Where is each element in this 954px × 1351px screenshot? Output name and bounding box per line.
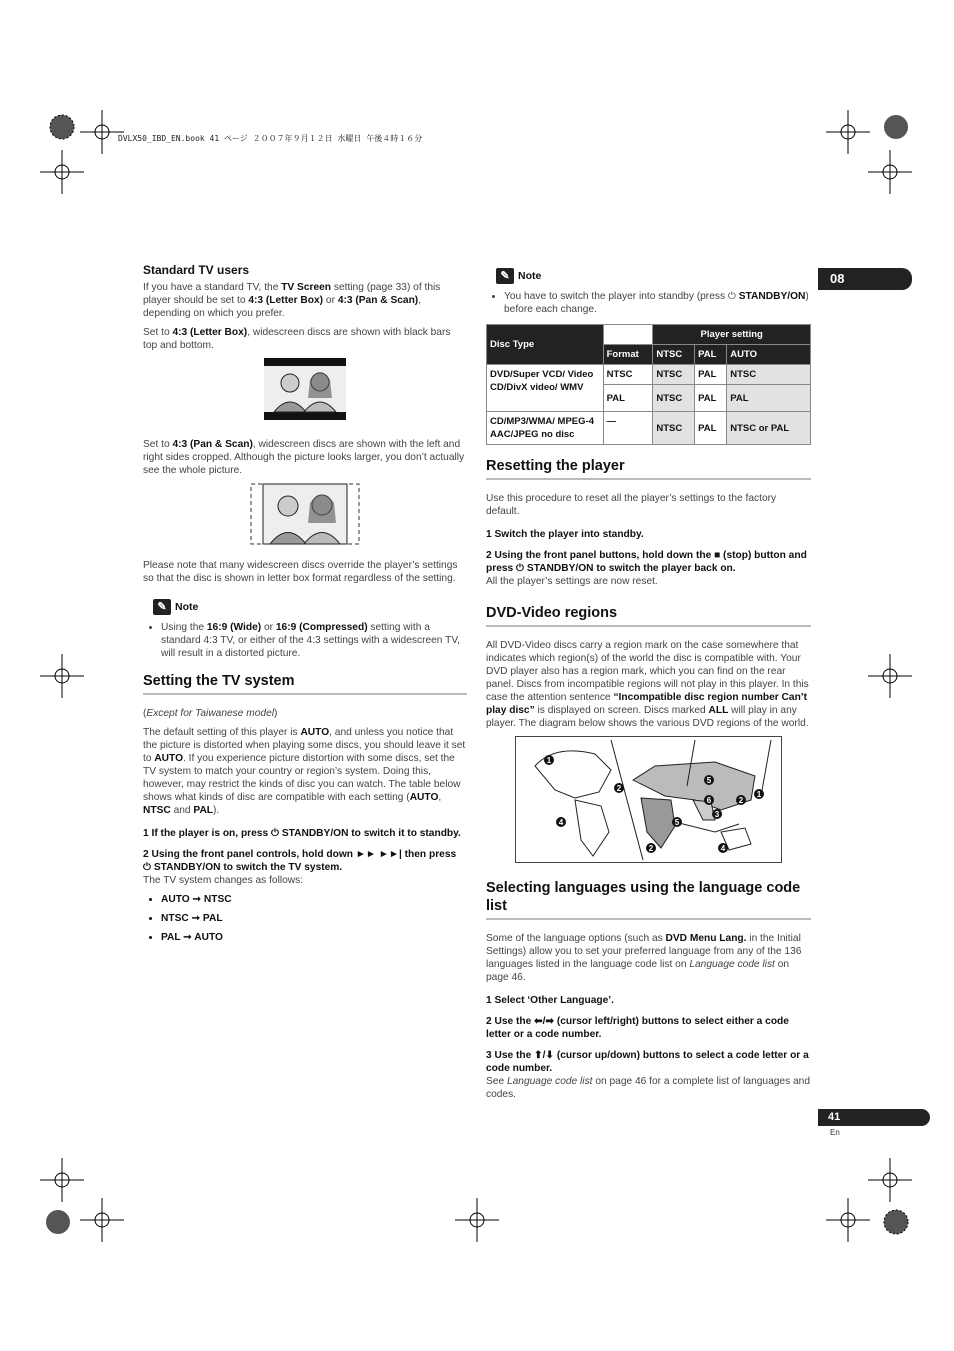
table-cell: PAL (603, 385, 653, 412)
crosshair-icon (826, 110, 870, 154)
paragraph: Please note that many widescreen discs override the player’s settings so that the disc is shown in letter box format regardless of the setting. (143, 560, 458, 584)
left-column (143, 264, 467, 950)
table-cell: — (603, 412, 653, 445)
letterbox-picture (264, 358, 346, 420)
regions-heading: DVD-Video regions (486, 604, 811, 627)
note-list (486, 290, 811, 316)
region-label: 4 (558, 818, 564, 827)
table-cell (603, 325, 653, 345)
table-cell: NTSC (727, 365, 811, 385)
page-number-tab (818, 1109, 930, 1126)
step: 2 Use the ⬅/➡ (cursor left/right) buttons to select either a code letter or a code number. (486, 1016, 789, 1040)
page-number: 41 (828, 1111, 841, 1123)
step: 2 Using the front panel buttons, hold down the ■ (stop) button and press ⏻ STANDBY/ON to switch the player back on. (486, 550, 807, 574)
list-item: • AUTO ➞ NTSC (161, 893, 467, 906)
crosshair-icon (826, 1198, 870, 1242)
region-label: 2 (616, 784, 622, 793)
registration-mark-icon (874, 105, 918, 149)
paragraph: Set to 4:3 (Pan & Scan), widescreen discs are shown with the left and right sides cropped. Although the picture looks larger, you don’t actually see the whole picture. (143, 439, 465, 476)
table-cell: CD/MP3/WMA/ MPEG-4 AAC/JPEG no disc (487, 412, 604, 445)
paragraph: The default setting of this player is AUTO, and unless you notice that the picture is distorted when playing some discs, you should leave it set to AUTO. If you experience picture distortion with some discs, set the TV system to match your country or region’s system. Doing this, however, may restrict the kinds of disc you can watch. The table below shows what kinds of disc are compatible with each setting (AUTO, NTSC and PAL). (143, 727, 466, 816)
region-label: 1 (546, 756, 552, 765)
table-header: AUTO (727, 345, 811, 365)
table-cell: NTSC (603, 365, 653, 385)
table-row (487, 412, 811, 445)
note-pencil-icon: ✎ (153, 599, 171, 615)
languages-heading: Selecting languages using the language code list (486, 879, 811, 920)
table-header: PAL (695, 345, 727, 365)
paragraph: If you have a standard TV, the TV Screen setting (page 33) of this player should be set to 4:3 (Letter Box) or 4:3 (Pan & Scan), depending on which you prefer. (143, 282, 441, 319)
tv-system-heading: Setting the TV system (143, 672, 467, 695)
crosshair-icon (40, 150, 84, 194)
crosshair-icon (80, 110, 124, 154)
crosshair-icon (40, 1158, 84, 1202)
region-label: 5 (674, 818, 680, 827)
paragraph: See Language code list on page 46 for a complete list of languages and codes. (486, 1076, 810, 1100)
paragraph: Some of the language options (such as DVD Menu Lang. in the Initial Settings) allow you to set your preferred language from any of the 136 languages listed in the language code list on Language code list on page 46. (486, 933, 802, 983)
table-cell: PAL (727, 385, 811, 412)
crosshair-icon (868, 654, 912, 698)
registration-mark-icon (874, 1200, 918, 1244)
paragraph: Use this procedure to reset all the player’s settings to the factory default. (486, 493, 777, 517)
player-setting-table (486, 324, 811, 445)
step: 2 Using the front panel controls, hold down ►► ►►| then press ⏻ STANDBY/ON to switch the TV system. (143, 849, 457, 873)
crosshair-icon (868, 1158, 912, 1202)
table-header: Disc Type (487, 325, 604, 365)
note-heading: ✎ Note (153, 599, 467, 615)
page-lang: En (830, 1128, 840, 1137)
note-heading: ✎ Note (496, 268, 811, 284)
table-cell: NTSC (653, 412, 695, 445)
table-cell: PAL (695, 365, 727, 385)
table-row (487, 365, 811, 385)
chapter-tab (818, 268, 912, 290)
print-header: DVLX50_IBD_EN.book 41 ページ ２００７年９月１２日 水曜日 午後４時１６分 (118, 134, 423, 143)
paragraph: Set to 4:3 (Letter Box), widescreen discs are shown with black bars top and bottom. (143, 327, 451, 351)
registration-mark-icon (36, 1200, 80, 1244)
paragraph: All the player’s settings are now reset. (486, 576, 658, 587)
tv-system-cycle-list (143, 893, 467, 944)
note-pencil-icon: ✎ (496, 268, 514, 284)
table-header: Format (603, 345, 653, 365)
step: 1 Select ‘Other Language’. (486, 995, 614, 1006)
table-cell: NTSC or PAL (727, 412, 811, 445)
list-item: • PAL ➞ AUTO (161, 931, 467, 944)
letterbox-illustration (143, 358, 467, 432)
table-cell: PAL (695, 412, 727, 445)
crosshair-icon (868, 150, 912, 194)
region-label: 4 (720, 844, 726, 853)
crosshair-icon (40, 654, 84, 698)
table-header: Player setting (653, 325, 811, 345)
step: 1 Switch the player into standby. (486, 529, 644, 540)
region-label: 6 (706, 796, 712, 805)
list-item: • You have to switch the player into standby (press ⏻ STANDBY/ON) before each change. (504, 290, 811, 316)
reset-heading: Resetting the player (486, 457, 811, 480)
list-item: • NTSC ➞ PAL (161, 912, 467, 925)
region-label: 3 (714, 810, 720, 819)
region-label: 5 (706, 776, 712, 785)
except-note: (Except for Taiwanese model) (143, 708, 278, 719)
region-label: 1 (756, 790, 762, 799)
region-label: 2 (648, 844, 654, 853)
crosshair-icon (80, 1198, 124, 1242)
paragraph: All DVD-Video discs carry a region mark on the case somewhere that indicates which region(s) of the world the disc is compatible with. Your DVD player also has a region mark, which you can find on the rear panel. Discs from incompatible regions will not play in this player. In this case the attention sentence “Incompatible disc region number Can’t play disc” is displayed on screen. Discs marked ALL will play in any player. The diagram below shows the various DVD regions of the world. (486, 640, 809, 729)
note-list (143, 621, 467, 660)
list-item: • Using the 16:9 (Wide) or 16:9 (Compressed) setting with a standard 4:3 TV, or either of the 4:3 settings with a widescreen TV, will result in a distorted picture. (161, 621, 467, 660)
pan-scan-illustration (143, 483, 467, 553)
crosshair-icon (455, 1198, 499, 1242)
registration-mark-icon (40, 105, 84, 149)
paragraph: The TV system changes as follows: (143, 875, 304, 886)
table-cell: NTSC (653, 365, 695, 385)
chapter-number: 08 (830, 271, 845, 286)
right-column (486, 268, 811, 1107)
dvd-region-world-map (515, 736, 782, 863)
standard-tv-heading: Standard TV users (143, 263, 250, 277)
pan-scan-picture (250, 483, 360, 545)
region-label: 2 (738, 796, 744, 805)
step: 3 Use the ⬆/⬇ (cursor up/down) buttons to select a code letter or a code number. (486, 1050, 809, 1074)
table-cell: PAL (695, 385, 727, 412)
table-header: NTSC (653, 345, 695, 365)
table-cell: NTSC (653, 385, 695, 412)
step: 1 If the player is on, press ⏻ STANDBY/ON to switch it to standby. (143, 828, 461, 839)
table-cell: DVD/Super VCD/ Video CD/DivX video/ WMV (487, 365, 604, 412)
